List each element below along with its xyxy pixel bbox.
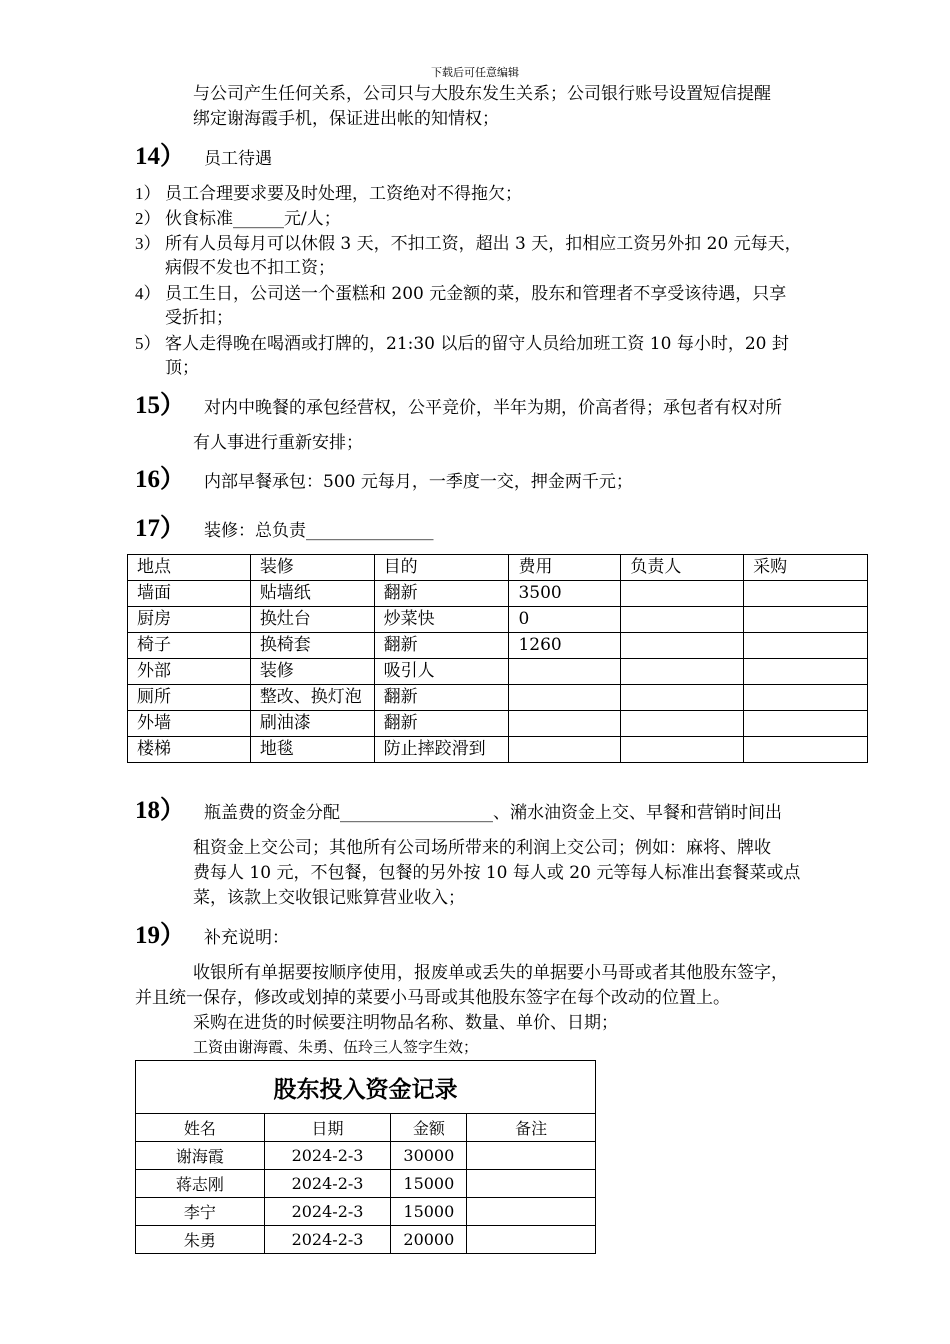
table-cell [744,737,868,763]
table-cell: 防止摔跤滑到 [374,737,509,763]
table-cell [744,581,868,607]
section-19-title: 补充说明： [204,928,289,948]
table-cell: 贴墙纸 [250,581,374,607]
section-18-line-3: 费每人 10 元，不包餐，包餐的另外按 10 每人或 20 元等每人标准出套餐菜或点 [193,863,801,883]
section-18-line-1: 瓶盖费的资金分配__________________、潲水油资金上交、早餐和营销时间出 [204,803,782,823]
table-cell [744,633,868,659]
section-14-title: 员工待遇 [204,149,272,169]
section-15-line-2: 有人事进行重新安排； [193,433,363,453]
table-cell: 吸引人 [374,659,509,685]
column-header: 费用 [509,555,621,581]
table-cell: 地毯 [250,737,374,763]
table-cell: 外部 [128,659,251,685]
list-item [135,331,789,357]
list-number: 2） [135,209,161,228]
section-17-title: 装修：总负责_______________ [204,521,434,541]
table-cell: 装修 [250,659,374,685]
column-header: 姓名 [136,1114,265,1142]
table-cell: 厕所 [128,685,251,711]
section-15-line-1: 对内中晚餐的承包经营权，公平竞价，半年为期，价高者得；承包者有权对所 [204,398,782,418]
intro-line-1: 与公司产生任何关系，公司只与大股东发生关系；公司银行账号设置短信提醒 [193,84,771,104]
table-row [128,711,868,737]
renovation-table [127,554,868,763]
table-row [128,581,868,607]
section-19-paragraph-1a: 收银所有单据要按顺序使用，报废单或丢失的单据要小马哥或者其他股东签字， [193,963,788,983]
table-cell: 炒菜快 [374,607,509,633]
section-18-number: 18） [135,797,186,824]
section-18-line-4: 菜，该款上交收银记账算营业收入； [193,888,465,908]
table-cell: 2024-2-3 [264,1170,391,1198]
column-header: 装修 [250,555,374,581]
section-16-line-1: 内部早餐承包：500 元每月，一季度一交，押金两千元； [204,472,633,492]
table-cell [467,1198,596,1226]
list-text: 伙食标准______元/人； [165,209,341,229]
table-cell: 刷油漆 [250,711,374,737]
table-cell: 厨房 [128,607,251,633]
column-header: 金额 [391,1114,467,1142]
table-cell [467,1142,596,1170]
table-cell: 蒋志刚 [136,1170,265,1198]
table-row [136,1226,596,1254]
table-cell: 李宁 [136,1198,265,1226]
list-text: 客人走得晚在喝酒或打牌的，21:30 以后的留守人员给加班工资 10 每小时，20 封 [165,334,789,354]
column-header: 负责人 [621,555,744,581]
table-cell: 1260 [509,633,621,659]
list-item [135,206,341,232]
table-cell [509,711,621,737]
table-cell [509,659,621,685]
table-cell [621,685,744,711]
table-cell: 换灶台 [250,607,374,633]
table-cell [621,581,744,607]
table-cell [467,1226,596,1254]
list-text-continued: 顶； [165,358,199,378]
table-cell [509,685,621,711]
table-cell: 2024-2-3 [264,1226,391,1254]
table-cell: 15000 [391,1170,467,1198]
list-item [135,231,802,257]
table-row [136,1142,596,1170]
column-header: 采购 [744,555,868,581]
table-row [128,607,868,633]
table-cell [621,737,744,763]
section-19-paragraph-2: 采购在进货的时候要注明物品名称、数量、单价、日期； [193,1013,618,1033]
table-cell [621,607,744,633]
table-cell [744,685,868,711]
table-cell: 楼梯 [128,737,251,763]
section-19-number: 19） [135,922,186,949]
table-cell: 2024-2-3 [264,1198,391,1226]
section-19-paragraph-3: 工资由谢海霞、朱勇、伍玲三人签字生效； [193,1038,479,1056]
list-text: 所有人员每月可以休假 3 天，不扣工资，超出 3 天，扣相应工资另外扣 20 元每天， [165,234,802,254]
list-text: 员工合理要求要及时处理，工资绝对不得拖欠； [165,184,522,204]
table-cell: 外墙 [128,711,251,737]
page-header-note: 下载后可任意编辑 [431,66,519,79]
section-19-paragraph-1b: 并且统一保存，修改或划掉的菜要小马哥或其他股东签字在每个改动的位置上。 [135,988,730,1008]
section-14-number: 14） [135,143,186,170]
table-cell: 墙面 [128,581,251,607]
table-cell: 30000 [391,1142,467,1170]
table-row [128,685,868,711]
table-cell: 椅子 [128,633,251,659]
list-item [135,181,522,207]
table-cell: 15000 [391,1198,467,1226]
investment-table [135,1060,596,1254]
table-row [136,1170,596,1198]
intro-line-2: 绑定谢海霞手机，保证进出帐的知情权； [193,109,499,129]
section-17-number: 17） [135,515,186,542]
table-cell: 整改、换灯泡 [250,685,374,711]
table-header-row [136,1114,596,1142]
list-text-continued: 病假不发也不扣工资； [165,258,335,278]
table-cell [744,711,868,737]
table-cell: 0 [509,607,621,633]
table-cell: 3500 [509,581,621,607]
section-16-number: 16） [135,466,186,493]
table-cell [509,737,621,763]
investment-table-title: 股东投入资金记录 [136,1061,596,1114]
column-header: 目的 [374,555,509,581]
table-cell: 翻新 [374,581,509,607]
table-cell: 朱勇 [136,1226,265,1254]
table-cell: 20000 [391,1226,467,1254]
column-header: 备注 [467,1114,596,1142]
section-18-line-2: 租资金上交公司；其他所有公司场所带来的利润上交公司；例如：麻将、牌收 [193,838,771,858]
table-cell: 翻新 [374,685,509,711]
table-row [128,659,868,685]
table-cell [744,659,868,685]
table-cell: 换椅套 [250,633,374,659]
table-header-row [128,555,868,581]
table-row [128,633,868,659]
table-cell [621,711,744,737]
table-row [136,1198,596,1226]
list-number: 1） [135,184,161,203]
section-15-number: 15） [135,392,186,419]
column-header: 日期 [264,1114,391,1142]
table-cell: 翻新 [374,711,509,737]
table-cell [744,607,868,633]
table-cell [467,1170,596,1198]
list-number: 3） [135,234,161,253]
list-text-continued: 受折扣； [165,308,233,328]
table-row [128,737,868,763]
table-cell: 谢海霞 [136,1142,265,1170]
list-text: 员工生日，公司送一个蛋糕和 200 元金额的菜，股东和管理者不享受该待遇，只享 [165,284,787,304]
table-cell [621,659,744,685]
table-cell [621,633,744,659]
table-cell: 2024-2-3 [264,1142,391,1170]
list-number: 4） [135,284,161,303]
list-number: 5） [135,334,161,353]
table-cell: 翻新 [374,633,509,659]
list-item [135,281,786,307]
column-header: 地点 [128,555,251,581]
